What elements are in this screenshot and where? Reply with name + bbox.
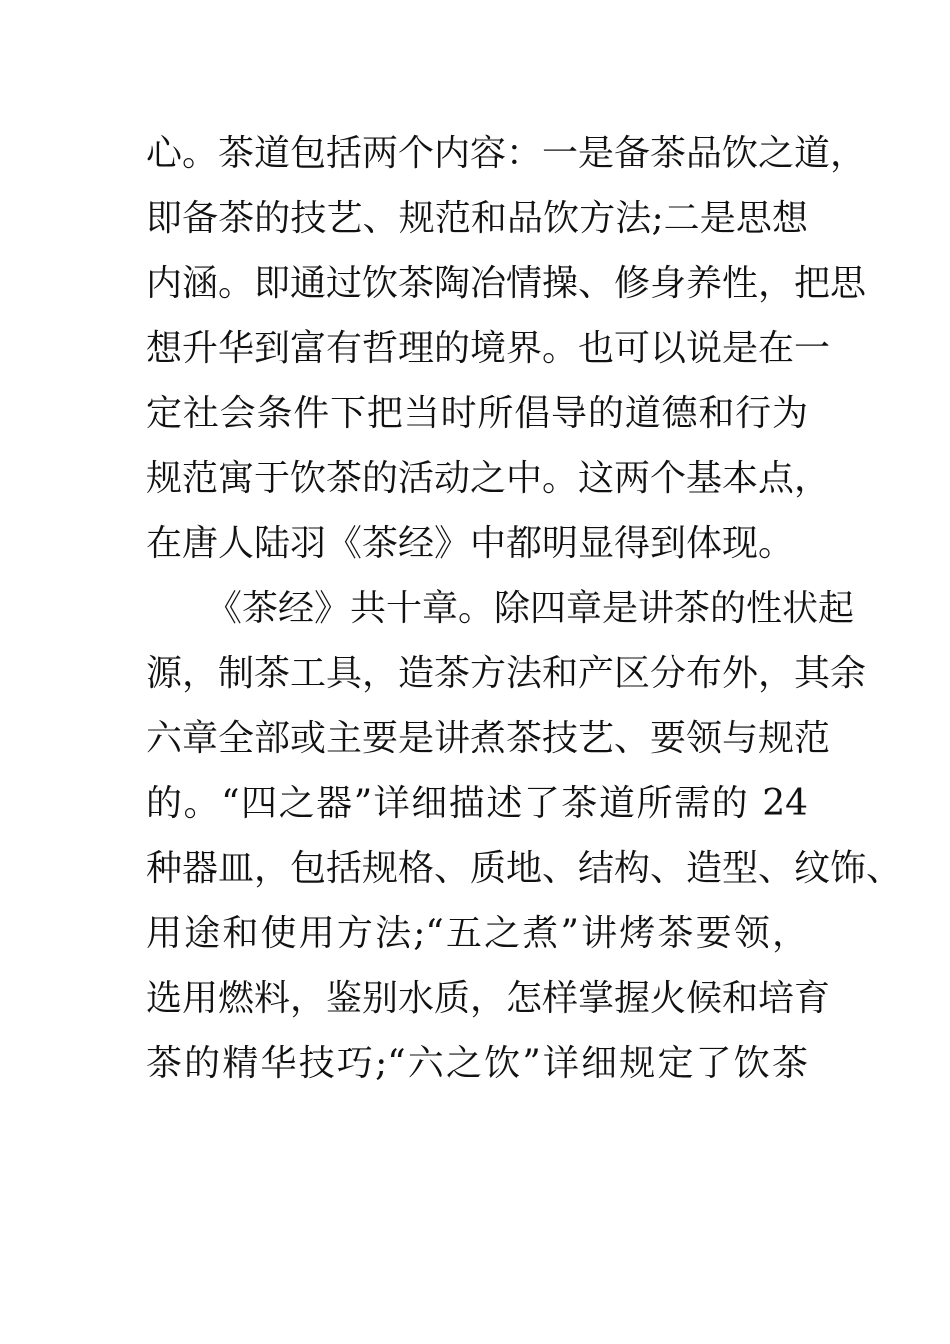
text-line: 选用燃料，鉴别水质，怎样掌握火候和培育 — [146, 978, 831, 1019]
text-line: 用途和使用方法;“五之煮”讲烤茶要领， — [146, 913, 808, 954]
paragraph-end-line: 在唐人陆羽《茶经》中都明显得到体现。 — [146, 523, 795, 564]
text-line: 种器皿，包括规格、质地、结构、造型、纹饰、 — [146, 848, 903, 889]
text-line: 内涵。即通过饮茶陶冶情操、修身养性，把思 — [146, 263, 867, 304]
text-line: 即备茶的技艺、规范和品饮方法;二是思想 — [146, 198, 808, 239]
text-line: 茶的精华技巧;“六之饮”详细规定了饮茶 — [146, 1043, 808, 1084]
text-line: 想升华到富有哲理的境界。也可以说是在一 — [146, 328, 831, 369]
text-line: 规范寓于饮茶的活动之中。这两个基本点， — [146, 458, 831, 499]
text-line: 的。“四之器”详细描述了茶道所需的 24 — [146, 783, 808, 824]
text-line: 心。茶道包括两个内容：一是备茶品饮之道， — [146, 133, 867, 174]
paragraph-start-line: 《茶经》共十章。除四章是讲茶的性状起 — [206, 588, 855, 629]
text-line: 定社会条件下把当时所倡导的道德和行为 — [146, 393, 808, 434]
body-text — [146, 128, 903, 1103]
text-line: 六章全部或主要是讲煮茶技艺、要领与规范 — [146, 718, 831, 759]
text-line: 源，制茶工具，造茶方法和产区分布外，其余 — [146, 653, 867, 694]
